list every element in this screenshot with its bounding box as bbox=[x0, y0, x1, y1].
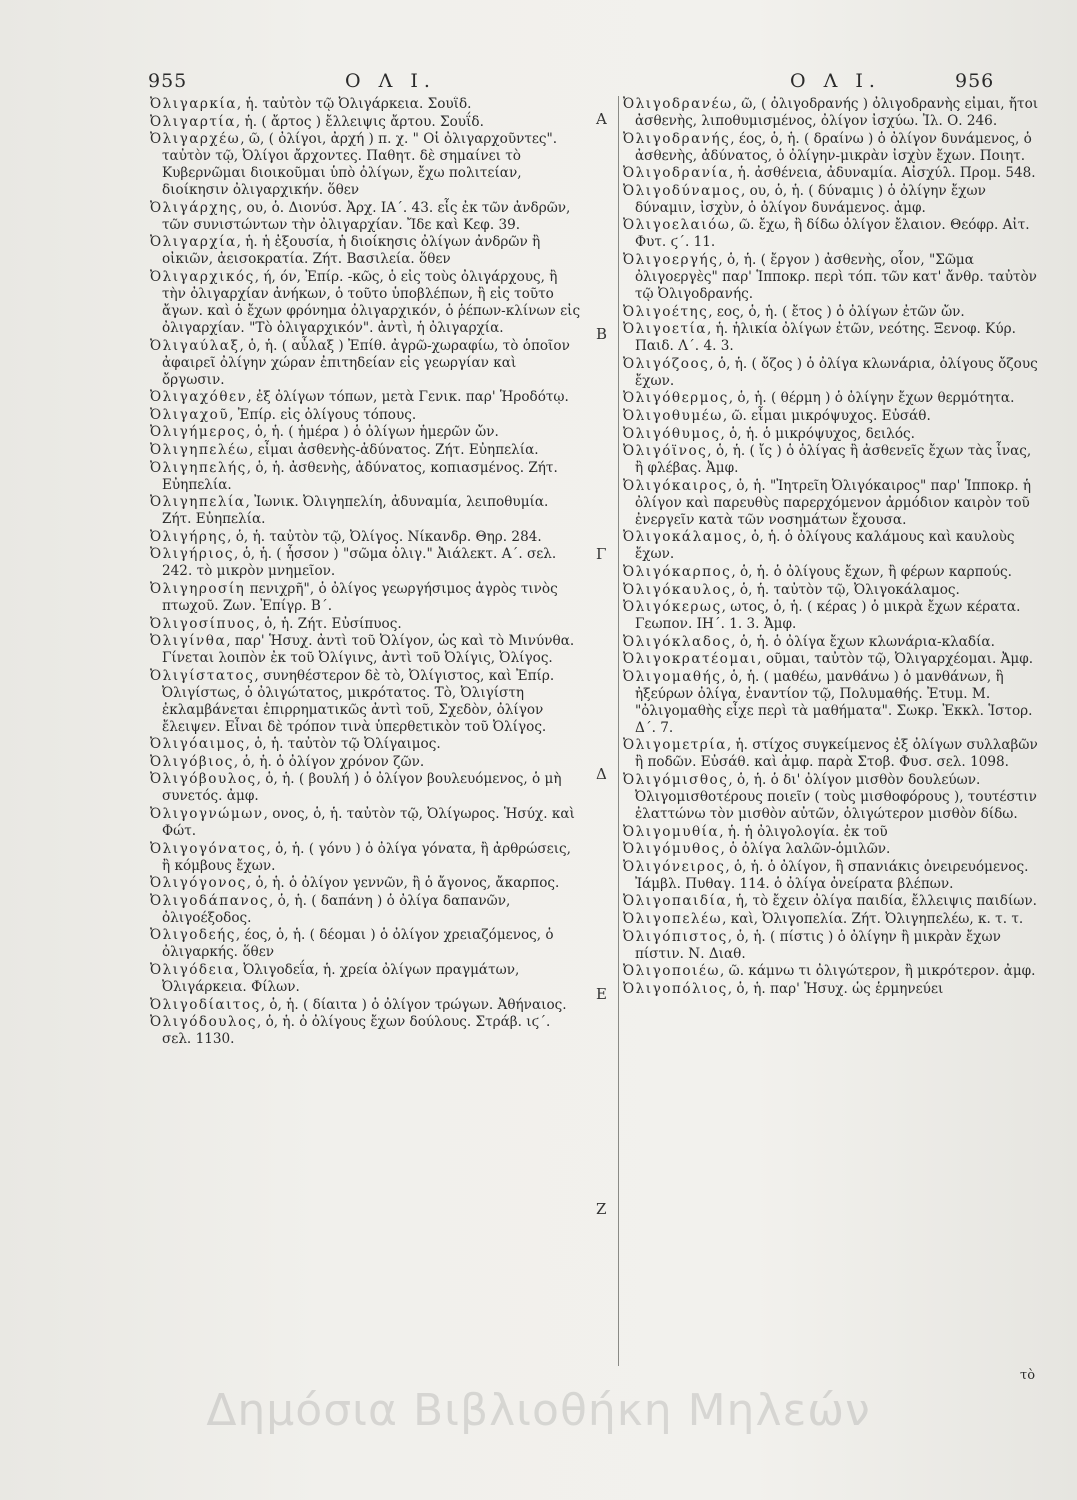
entry-headword: Ὀλιγογνώμων bbox=[150, 806, 264, 823]
entry-headword: Ὀλιγόδεια bbox=[150, 962, 235, 979]
entry-definition: , Ἐπίρ. εἰς ὀλίγους τόπους. bbox=[229, 406, 417, 423]
entry-headword: Ὀλιγοδάπανος bbox=[150, 892, 269, 909]
dictionary-entry bbox=[150, 962, 582, 996]
dictionary-entry bbox=[150, 389, 582, 406]
dictionary-entry bbox=[623, 564, 1041, 581]
entry-definition: , ὁ, ἡ. ὁ ὀλίγον χρόνον ζῶν. bbox=[233, 753, 425, 770]
dictionary-entry bbox=[150, 494, 582, 528]
entry-headword: Ὀλιγόνειρος bbox=[623, 858, 726, 875]
entry-headword: Ὀλιγοδρανία bbox=[623, 165, 730, 182]
entry-definition: , ου, ὁ, ἡ. ( δύναμις ) ὁ ὀλίγην ἔχων δύναμιν, ἰσχὺν, ὁ ὀλίγον δυνάμενος. ἀμφ. bbox=[635, 182, 986, 216]
entry-definition: , ἡ. ἡλικία ὀλίγων ἐτῶν, νεότης. Ξενοφ. Κύρ. Παιδ. Λ΄. 4. 3. bbox=[635, 321, 1016, 355]
dictionary-entry bbox=[623, 390, 1041, 407]
dictionary-entry bbox=[150, 806, 582, 840]
entry-headword: Ὀλιγογόνατος bbox=[150, 840, 267, 857]
entry-headword: Ὀλιγοπόλιος bbox=[623, 980, 728, 997]
dictionary-entry bbox=[150, 927, 582, 961]
entry-headword: Ὀλιγόδουλος bbox=[150, 1014, 257, 1031]
entry-definition: , ὁ, ἡ. ( αὖλαξ ) Ἐπίθ. ἀγρῶ-χωραφίω, τὸ ὁποῖον ἀφαιρεῖ ὀλίγην χώραν ἐπιτηδείαν εἰς γεωργίαν καὶ ὄργωσιν. bbox=[162, 337, 570, 388]
dictionary-entry bbox=[623, 131, 1041, 165]
page-number-right: 956 bbox=[955, 70, 995, 92]
dictionary-entry bbox=[623, 321, 1041, 355]
margin-letter: Ε bbox=[596, 985, 607, 1003]
entry-headword: Ὀλιγόϊνος bbox=[623, 443, 708, 460]
margin-letter: Α bbox=[596, 110, 607, 128]
entry-definition: , ὁ, ἡ. ὁ ὀλίγα ἔχων κλωνάρια-κλαδία. bbox=[731, 633, 995, 650]
entry-headword: Ὀλιγαρχικός bbox=[150, 268, 255, 285]
entry-headword: Ὀλιγόκαρπος bbox=[623, 563, 732, 580]
entry-definition: , ἡ. ταὐτὸν τῷ Ὀλιγάρκεια. Σουΐδ. bbox=[236, 96, 472, 112]
entry-definition: , ὁ, ἡ. ὁ ὀλίγον γεννῶν, ἢ ὁ ἄγονος, ἄκαρπος. bbox=[246, 875, 560, 892]
entry-definition: , ὁ, ἡ. ( δαπάνη ) ὁ ὀλίγα δαπανῶν, ὀλιγοέξοδος. bbox=[162, 892, 511, 926]
dictionary-entry bbox=[623, 165, 1041, 182]
entry-headword: Ὀλιγίνθα bbox=[150, 633, 227, 650]
entry-headword: Ὀλιγοπαιδία bbox=[623, 893, 728, 910]
dictionary-entry bbox=[623, 408, 1041, 425]
entry-definition: , ὁ ὀλίγα λαλῶν-ὁμιλῶν. bbox=[720, 841, 891, 858]
entry-definition: , ὁ, ἡ. ( βουλή ) ὁ ὀλίγον βουλευόμενος, ὁ μὴ συνετός. ἀμφ. bbox=[162, 771, 562, 805]
dictionary-entry bbox=[150, 546, 582, 580]
entry-headword: Ὀλιγόπιστος bbox=[623, 928, 728, 945]
running-head-right: Ο Λ Ι. bbox=[790, 70, 881, 92]
entry-headword: Ὀλιγόβιος bbox=[150, 753, 234, 770]
dictionary-entry bbox=[150, 736, 582, 753]
entry-definition: , ὁ, ἡ. Ζήτ. Εὐσίπυος. bbox=[255, 615, 402, 632]
dictionary-entry bbox=[150, 114, 582, 131]
dictionary-entry bbox=[623, 981, 1041, 998]
entry-definition: , ὁ, ἡ. ὁ ὀλίγον, ἢ σπανιάκις ὀνειρευόμενος. Ἰάμβλ. Πυθαγ. 114. ὁ ὀλίγα ὀνείρατα βλέπων. bbox=[635, 858, 1029, 892]
dictionary-entry bbox=[623, 963, 1041, 980]
entry-definition: , ῶ. κάμνω τι ὀλιγώτερον, ἢ μικρότερον. ἀμφ. bbox=[719, 963, 1036, 980]
entry-headword: Ὀλιγηπελής bbox=[150, 459, 247, 476]
entry-headword: Ὀλιγόβουλος bbox=[150, 771, 257, 788]
dictionary-entry bbox=[623, 356, 1041, 390]
column-divider bbox=[618, 96, 619, 1366]
dictionary-entry bbox=[623, 669, 1041, 737]
dictionary-entry bbox=[623, 217, 1041, 251]
dictionary-entry bbox=[623, 426, 1041, 443]
catchword: τὸ bbox=[1020, 1368, 1036, 1383]
entry-headword: Ὀλιγοδρανέω bbox=[623, 96, 733, 112]
entry-headword: Ὀλιγόαιμος bbox=[150, 736, 246, 753]
dictionary-entry bbox=[150, 200, 582, 234]
entry-headword: Ὀλιγήρης bbox=[150, 528, 228, 545]
entry-definition: , ὁ, ἡ. ( μαθέω, μανθάνω ) ὁ μανθάνων, ἢ ἠξεύρων ὀλίγα, ἐναντίον τῷ, Πολυμαθής. Ἐτυμ. Μ. "ὀλιγομαθὴς εἶχε περὶ τὰ μαθήματα". Σωκρ. Ἐκκλ. Ἱστορ. Δ΄. 7. bbox=[635, 668, 1033, 736]
entry-headword: Ὀλιγομαθής bbox=[623, 668, 722, 685]
entry-headword: Ὀλιγοδύναμος bbox=[623, 182, 741, 199]
entry-headword: Ὀλιγόζοος bbox=[623, 355, 710, 372]
entry-headword: Ὀλιγοδίαιτος bbox=[150, 996, 261, 1013]
margin-letter: Β bbox=[596, 325, 608, 343]
margin-letter: Γ bbox=[596, 545, 607, 563]
entry-definition: , ὁ, ἡ. ὁ ὀλίγους ἔχων, ἢ φέρων καρπούς. bbox=[731, 563, 1012, 580]
entry-definition: , ἐξ ὀλίγων τόπων, μετὰ Γενικ. παρ' Ἡροδότῳ. bbox=[247, 389, 569, 406]
entry-headword: Ὀλιγόκαιρος bbox=[623, 477, 728, 494]
entry-definition: , ὁ, ἡ. ταὐτὸν τῷ, Ὀλίγος. Νίκανδρ. Θηρ. 284. bbox=[227, 528, 542, 545]
entry-definition: , ὁ, ἡ. ταὐτὸν τῷ, Ὀλιγοκάλαμος. bbox=[731, 581, 960, 598]
entry-definition: , ὁ, ἡ. ( δίαιτα ) ὁ ὀλίγον τρώγων. Ἀθήναιος. bbox=[260, 996, 567, 1013]
entry-definition: , ἡ, τὸ ἔχειν ὀλίγα παιδία, ἔλλειψις παιδίων. bbox=[727, 893, 1037, 910]
entry-definition: , ὁ, ἡ. ὁ ὀλίγους καλάμους καὶ καυλοὺς ἔχων. bbox=[635, 529, 1015, 563]
entry-headword: Ὀλιγοδεής bbox=[150, 927, 236, 944]
dictionary-entry bbox=[150, 754, 582, 771]
entry-definition: , ῶ, ( ὀλιγοδρανής ) ὀλιγοδρανὴς εἶμαι, ἤτοι ἀσθενὴς, λιποθυμισμένος, ὀλίγον ἰσχύω. Ἰλ. Ο. 246. bbox=[635, 96, 1039, 129]
dictionary-entry bbox=[150, 771, 582, 805]
entry-definition: , ἡ. στίχος συγκείμενος ἐξ ὀλίγων συλλαβῶν ἢ ποδῶν. Εὐσάθ. καὶ ἀμφ. παρὰ Στοβ. Φυσ. σελ. 1098. bbox=[635, 737, 1038, 771]
entry-definition: , ὁ, ἡ. ( πίστις ) ὁ ὀλίγην ἢ μικρὰν ἔχων πίστιν. Ν. Διαθ. bbox=[635, 928, 1001, 962]
margin-letter: Ζ bbox=[596, 1200, 607, 1218]
entry-definition: , οῦμαι, ταὐτὸν τῷ, Ὀλιγαρχέομαι. Ἀμφ. bbox=[757, 651, 1034, 668]
dictionary-entry bbox=[150, 234, 582, 268]
entry-definition: , έος, ὁ, ἡ. ( δραίνω ) ὁ ὀλίγον δυνάμενος, ὁ ἀσθενὴς, ἀδύνατος, ὁ ὀλίγην-μικρὰν ἰσχὺν ἔχων. Ποιητ. bbox=[635, 130, 1032, 164]
dictionary-entry bbox=[623, 929, 1041, 963]
entry-definition: , ἡ. ἡ ἐξουσία, ἡ διοίκησις ὀλίγων ἀνδρῶν ἢ οἰκιῶν, ἀεισοκρατία. Ζήτ. Βασιλεία. ὅθεν bbox=[162, 234, 541, 268]
entry-headword: Ὀλιγαχόθεν bbox=[150, 389, 248, 406]
entry-headword: Ὀλιγαρτία bbox=[150, 113, 236, 130]
entry-headword: Ὀλιγόθερμος bbox=[623, 390, 729, 407]
dictionary-entry bbox=[623, 529, 1041, 563]
entry-headword: Ὀλιγοκρατέομαι bbox=[623, 651, 758, 668]
entry-headword: Ὀλιγηπελία bbox=[150, 494, 246, 511]
dictionary-entry bbox=[150, 893, 582, 927]
entry-headword: Ὀλιγοσίπυος bbox=[150, 615, 256, 632]
entry-definition: , ονος, ὁ, ἡ. ταὐτὸν τῷ, Ὀλίγωρος. Ἡσύχ. καὶ Φώτ. bbox=[162, 806, 575, 840]
dictionary-entry bbox=[150, 96, 582, 113]
dictionary-entry bbox=[150, 616, 582, 633]
dictionary-entry bbox=[150, 460, 582, 494]
entry-definition: , ὁ, ἡ. ( ἴς ) ὁ ὀλίγας ἢ ἀσθενεῖς ἔχων τὰς ἶνας, ἢ φλέβας. Ἀμφ. bbox=[635, 443, 1032, 477]
entry-definition: , ὁ, ἡ. ὁ μικρόψυχος, δειλός. bbox=[720, 425, 915, 442]
entry-definition: , ὁ, ἡ. ταὐτὸν τῷ Ὀλίγαιμος. bbox=[245, 736, 441, 753]
entry-headword: Ὀλιγοελαιόω bbox=[623, 217, 731, 234]
entry-definition: , έος, ὁ, ἡ. ( δέομαι ) ὁ ὀλίγον χρειαζόμενος, ὁ ὀλιγαρκής. ὅθεν bbox=[162, 927, 554, 961]
entry-definition: , ωτος, ὁ, ἡ. ( κέρας ) ὁ μικρὰ ἔχων κέρατα. Γεωπον. ΙΗ΄. 1. 3. Ἀμφ. bbox=[635, 599, 1021, 633]
entry-headword: Ὀλιγόκλαδος bbox=[623, 633, 732, 650]
dictionary-entry bbox=[623, 911, 1041, 928]
entry-definition: , ὁ, ἡ. ( ἡμέρα ) ὁ ὀλίγων ἡμερῶν ὤν. bbox=[246, 424, 499, 441]
entry-headword: Ὀλιγοέτης bbox=[623, 303, 709, 320]
entry-definition: , ὁ, ἡ. ( γόνυ ) ὁ ὀλίγα γόνατα, ἢ ἀρθρώσεις, ἢ κόμβους ἔχων. bbox=[162, 840, 571, 874]
entry-definition: , καὶ, Ὀλιγοπελία. Ζήτ. Ὀλιγηπελέω, κ. τ. τ. bbox=[722, 911, 1024, 928]
entry-definition: , ὁ, ἡ. ὁ ὀλίγους ἔχων δούλους. Στράβ. ιϛ΄. σελ. 1130. bbox=[162, 1014, 551, 1048]
dictionary-entry bbox=[150, 997, 582, 1014]
entry-definition: , συνηθέστερον δὲ τὸ, Ὀλίγιστος, καὶ Ἐπίρ. Ὀλιγίστως, ὁ ὀλιγώτατος, μικρότατος. Τὸ, Ὀλιγίστη ἐκλαμβάνεται ἐπιρρηματικῶς ἀντὶ τοῦ, Σχεδὸν, ὀλίγον ἔλειψεν. Εἶναι δὲ τρόπον τινὰ ὑπερθετικὸν τοῦ Ὀλίγος. bbox=[162, 667, 555, 735]
dictionary-entry bbox=[623, 859, 1041, 893]
left-column bbox=[150, 96, 582, 1376]
dictionary-entry bbox=[623, 443, 1041, 477]
entry-headword: Ὀλιγοεργής bbox=[623, 251, 719, 268]
dictionary-entry bbox=[150, 338, 582, 389]
entry-definition: , ῶ. ἔχω, ἢ δίδω ὀλίγον ἔλαιον. Θεόφρ. Αἰτ. Φυτ. ϛ΄. 11. bbox=[635, 217, 1030, 251]
dictionary-entry bbox=[150, 581, 582, 615]
entry-definition: , ὁ, ἡ. ( θέρμη ) ὁ ὀλίγην ἔχων θερμότητα. bbox=[728, 390, 1015, 407]
entry-definition: , ὁ, ἡ. "Ἰητρεῖη Ὀλιγόκαιρος" παρ' Ἱπποκρ. ἡ ὀλίγον καὶ παρευθὺς παρερχόμενον ἀρμόδιον καιρὸν τοῦ ἐνεργεῖν κατὰ τῶν νοσημάτων ἔχουσα. bbox=[635, 477, 1032, 528]
dictionary-entry bbox=[150, 407, 582, 424]
page-number-left: 955 bbox=[148, 70, 188, 92]
dictionary-entry bbox=[623, 599, 1041, 633]
entry-definition: , εἶμαι ἀσθενὴς-ἀδύνατος. Ζήτ. Εὐηπελία. bbox=[249, 441, 539, 458]
library-watermark: Δημόσια Βιβλιοθήκη Μηλεών bbox=[206, 1385, 871, 1436]
dictionary-entry bbox=[623, 634, 1041, 651]
dictionary-entry bbox=[150, 529, 582, 546]
entry-definition: , ὁ, ἡ. ( ἔργον ) ἀσθενὴς, οἷον, "Σῶμα ὀλιγοεργὲς" παρ' Ἱπποκρ. περὶ τόπ. τῶν κατ' ἄνθρ. ταὐτὸν τῷ Ὀλιγοδρανής. bbox=[635, 251, 1037, 302]
entry-headword: Ὀλιγοκάλαμος bbox=[623, 529, 743, 546]
entry-headword: Ὀλιγαρκία bbox=[150, 96, 237, 112]
entry-definition: , Ὀλιγοδεΐα, ἡ. χρεία ὀλίγων πραγμάτων, Ὀλιγάρκεια. Φίλων. bbox=[162, 962, 520, 996]
entry-definition: , ὁ, ἡ. ( ὄζος ) ὁ ὀλίγα κλωνάρια, ὀλίγους ὄζους ἔχων. bbox=[635, 355, 1038, 389]
dictionary-entry bbox=[623, 183, 1041, 217]
entry-headword: Ὀλιγοδρανής bbox=[623, 130, 731, 147]
dictionary-entry bbox=[623, 651, 1041, 668]
entry-headword: Ὀλιγηπελέω bbox=[150, 441, 250, 458]
entry-headword: Ὀλιγόθυμος bbox=[623, 425, 721, 442]
entry-definition: , ῶ, ( ὀλίγοι, ἀρχή ) π. χ. " Οἱ ὀλιγαρχοῦντες". ταὐτὸν τῷ, Ὀλίγοι ἄρχοντες. Παθητ. δὲ σημαίνει τὸ Κυβερνῶμαι διοικοῦμαι ὑπὸ ὀλίγων, ἔχω πολιτείαν, διοίκησιν ὀλιγαρχικήν. ὅθεν bbox=[162, 131, 558, 199]
entry-headword: Ὀλιγήμερος bbox=[150, 424, 247, 441]
dictionary-entry bbox=[150, 668, 582, 736]
entry-definition: , ῶ. εἶμαι μικρόψυχος. Εὐσάθ. bbox=[722, 407, 931, 424]
entry-definition: , παρ' Ἡσυχ. ἀντὶ τοῦ Ὀλίγον, ὡς καὶ τὸ Μινύνθα. Γίνεται λοιπὸν ἐκ τοῦ Ὀλίγινς, ἀντὶ τοῦ Ὀλίγις, Ὀλίγος. bbox=[162, 633, 575, 667]
entry-definition: , ου, ὁ. Διονύσ. Ἀρχ. ΙΑ΄. 43. εἷς ἐκ τῶν ἀνδρῶν, τῶν συνιστώντων τὴν ὀλιγαρχίαν. Ἴδε καὶ Κεφ. 39. bbox=[162, 199, 571, 233]
entry-definition: , ὁ, ἡ. ἀσθενὴς, ἀδύνατος, κοπιασμένος. Ζήτ. Εὐηπελία. bbox=[162, 459, 558, 493]
margin-letter: Δ bbox=[596, 765, 607, 783]
dictionary-entry bbox=[623, 893, 1041, 910]
entry-headword: Ὀλιγοποιέω bbox=[623, 963, 720, 980]
entry-headword: Ὀλιγομετρία bbox=[623, 737, 727, 754]
dictionary-entry bbox=[623, 824, 1041, 841]
entry-headword: Ὀλιγοθυμέω bbox=[623, 407, 723, 424]
entry-definition: , εος, ὁ, ἡ. ( ἔτος ) ὁ ὀλίγων ἐτῶν ὤν. bbox=[708, 303, 965, 320]
entry-headword: Ὀλιγάρχης bbox=[150, 199, 238, 216]
entry-headword: Ὀλιγόμισθος bbox=[623, 772, 729, 789]
dictionary-entry bbox=[150, 633, 582, 667]
dictionary-entry bbox=[150, 442, 582, 459]
dictionary-entry bbox=[150, 131, 582, 199]
entry-headword: Ὀλιγόκερως bbox=[623, 599, 722, 616]
entry-headword: Ὀλιγόμυθος bbox=[623, 841, 721, 858]
entry-definition: , ὁ, ἡ. παρ' Ἡσυχ. ὡς ἑρμηνεύει bbox=[727, 980, 944, 997]
entry-headword: Ὀλιγαρχέω bbox=[150, 131, 241, 148]
entry-headword: Ὀλιγηροσίη bbox=[150, 580, 246, 597]
entry-definition: , ὁ, ἡ. ( ἧσσον ) "σῶμα ὀλιγ." Ἀιάλεκτ. Α΄. σελ. 242. τὸ μικρὸν μνημεῖον. bbox=[162, 546, 557, 580]
dictionary-entry bbox=[623, 478, 1041, 529]
entry-headword: Ὀλιγοπελέω bbox=[623, 911, 723, 928]
entry-definition: , ή, όν, Ἐπίρ. -κῶς, ὁ εἰς τοὺς ὀλιγάρχους, ἢ τὴν ὀλιγαρχίαν ἀνήκων, ὁ τοῦτο ὑποβλέπων, ἢ εἰς τοῦτο ἄγων. καὶ ὁ ἔχων φρόνημα ὀλιγαρχικόν, ὁ ῥέπων-κλίνων εἰς ὀλιγαρχίαν. "Τὸ ὀλιγαρχικόν". ἀντὶ, ἡ ὀλιγαρχία. bbox=[162, 268, 581, 336]
entry-headword: Ὀλιγόγονος bbox=[150, 875, 247, 892]
running-head-left: Ο Λ Ι. bbox=[345, 70, 436, 92]
entry-headword: Ὀλιγαρχία bbox=[150, 234, 237, 251]
entry-headword: Ὀλιγομυθία bbox=[623, 823, 720, 840]
entry-definition: , ἡ. ἡ ὀλιγολογία. ἐκ τοῦ bbox=[719, 823, 888, 840]
entry-definition: , Ἰωνικ. Ὀλιγηπελίη, ἀδυναμία, λειποθυμία. Ζήτ. Εὐηπελία. bbox=[162, 494, 549, 528]
entry-definition: , ἡ. ( ἄρτος ) ἔλλειψις ἄρτου. Σουΐδ. bbox=[235, 113, 484, 130]
entry-headword: Ὀλιγαχοῦ bbox=[150, 406, 230, 423]
entry-headword: Ὀλιγαύλαξ bbox=[150, 337, 240, 354]
dictionary-entry bbox=[150, 1014, 582, 1048]
entry-headword: Ὀλιγόκαυλος bbox=[623, 581, 732, 598]
entry-headword: Ὀλιγοετία bbox=[623, 321, 707, 338]
dictionary-entry bbox=[150, 269, 582, 337]
entry-headword: Ὀλιγίστατος bbox=[150, 667, 255, 684]
dictionary-entry bbox=[150, 875, 582, 892]
entry-definition: , ἡ. ἀσθένεια, ἀδυναμία. Αἰσχύλ. Προμ. 548. bbox=[729, 165, 1036, 182]
entry-headword: Ὀλιγήριος bbox=[150, 546, 234, 563]
right-column bbox=[623, 96, 1041, 1406]
dictionary-entry bbox=[623, 772, 1041, 823]
dictionary-entry bbox=[150, 424, 582, 441]
dictionary-entry bbox=[150, 841, 582, 875]
dictionary-entry bbox=[623, 252, 1041, 303]
dictionary-entry bbox=[623, 96, 1041, 130]
dictionary-entry bbox=[623, 304, 1041, 321]
dictionary-entry bbox=[623, 582, 1041, 599]
entry-definition: , ὁ, ἡ. ὁ δι' ὀλίγον μισθὸν δουλεύων. Ὀλιγομισθοτέρους ποιεῖν ( τοὺς μισθοφόρους ), τουτέστιν ἐλαττώνω τὸν μισθὸν αὐτῶν, ὀλιγώτερον μισθὸν δίδω. bbox=[635, 772, 1037, 823]
entry-definition: πενιχρῆ", ὁ ὀλίγος γεωργήσιμος ἀγρὸς τινὸς πτωχοῦ. Ζων. Ἐπίγρ. Β΄. bbox=[162, 580, 558, 614]
dictionary-entry bbox=[623, 841, 1041, 858]
dictionary-entry bbox=[623, 737, 1041, 771]
